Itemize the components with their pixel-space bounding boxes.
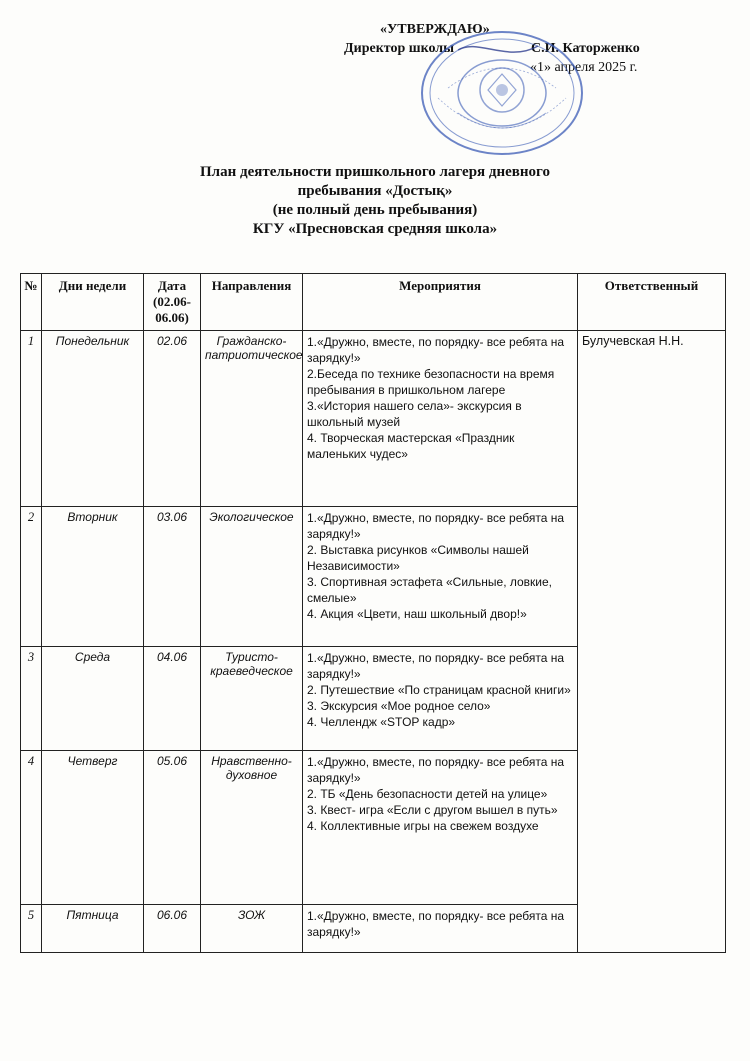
title-line-2: пребывания «Достық»: [297, 183, 453, 199]
row-date: 05.06: [144, 751, 201, 905]
header-direction: Направления: [201, 274, 303, 331]
table-row: [21, 331, 726, 507]
row-date: 02.06: [144, 331, 201, 507]
approve-heading: «УТВЕРЖДАЮ»: [380, 22, 490, 37]
event-item: 2.Беседа по технике безопасности на время пребывания в пришкольном лагере: [307, 367, 555, 397]
header-responsible: Ответственный: [578, 274, 726, 331]
event-item: 1.«Дружно, вместе, по порядку- все ребята на зарядку!»: [307, 755, 565, 785]
event-item: 3. Экскурсия «Мое родное село»: [307, 699, 491, 713]
event-item: 3. Спортивная эстафета «Сильные, ловкие, смелые»: [307, 575, 553, 605]
title-line-4: КГУ «Пресновская средняя школа»: [252, 221, 498, 237]
row-day: Среда: [42, 647, 144, 751]
event-item: 4. Челлендж «STOP кадр»: [307, 715, 456, 729]
row-day: Вторник: [42, 507, 144, 647]
event-item: 4. Акция «Цвети, наш школьный двор!»: [307, 607, 527, 621]
row-date: 06.06: [144, 905, 201, 953]
row-day: Четверг: [42, 751, 144, 905]
title-line-1: План деятельности пришкольного лагеря дневного: [200, 164, 550, 180]
responsible-person: Булучевская Н.Н.: [578, 331, 726, 953]
title-line-3: (не полный день пребывания): [272, 202, 478, 218]
event-item: 4. Творческая мастерская «Праздник маленьких чудес»: [307, 431, 515, 461]
event-item: 2. Выставка рисунков «Символы нашей Независимости»: [307, 543, 529, 573]
event-item: 3. Квест- игра «Если с другом вышел в путь»: [307, 803, 558, 817]
row-num: 5: [21, 905, 42, 953]
row-day: Пятница: [42, 905, 144, 953]
approval-date: «1» апреля 2025 г.: [530, 60, 638, 75]
director-label: Директор школы: [344, 41, 455, 56]
header-num: №: [21, 274, 42, 331]
row-events: [303, 905, 578, 953]
table-header-row: [21, 274, 726, 331]
event-item: 1.«Дружно, вместе, по порядку- все ребята на зарядку!»: [307, 909, 565, 939]
row-events: [303, 331, 578, 507]
schedule-table: [20, 273, 726, 953]
event-item: 1.«Дружно, вместе, по порядку- все ребята на зарядку!»: [307, 335, 565, 365]
header-day: Дни недели: [42, 274, 144, 331]
row-num: 1: [21, 331, 42, 507]
row-date: 04.06: [144, 647, 201, 751]
row-direction: ЗОЖ: [201, 905, 303, 953]
row-direction: Гражданско-патриотическое: [201, 331, 303, 507]
row-date: 03.06: [144, 507, 201, 647]
header-events: Мероприятия: [303, 274, 578, 331]
row-events: [303, 647, 578, 751]
row-num: 4: [21, 751, 42, 905]
event-item: 1.«Дружно, вместе, по порядку- все ребята на зарядку!»: [307, 511, 565, 541]
event-item: 2. Путешествие «По страницам красной книги»: [307, 683, 571, 697]
director-name: С.И. Каторженко: [531, 41, 640, 56]
event-item: 2. ТБ «День безопасности детей на улице»: [307, 787, 548, 801]
event-item: 1.«Дружно, вместе, по порядку- все ребята на зарядку!»: [307, 651, 565, 681]
event-item: 3.«История нашего села»- экскурсия в школьный музей: [307, 399, 522, 429]
event-item: 4. Коллективные игры на свежем воздухе: [307, 819, 539, 833]
row-direction: Экологическое: [201, 507, 303, 647]
row-direction: Туристо-краеведческое: [201, 647, 303, 751]
document-title: [150, 163, 600, 239]
row-events: [303, 751, 578, 905]
row-direction: Нравственно-духовное: [201, 751, 303, 905]
row-events: [303, 507, 578, 647]
row-day: Понедельник: [42, 331, 144, 507]
official-seal-stamp: [418, 28, 586, 158]
row-num: 2: [21, 507, 42, 647]
row-num: 3: [21, 647, 42, 751]
header-date: Дата (02.06-06.06): [144, 274, 201, 331]
